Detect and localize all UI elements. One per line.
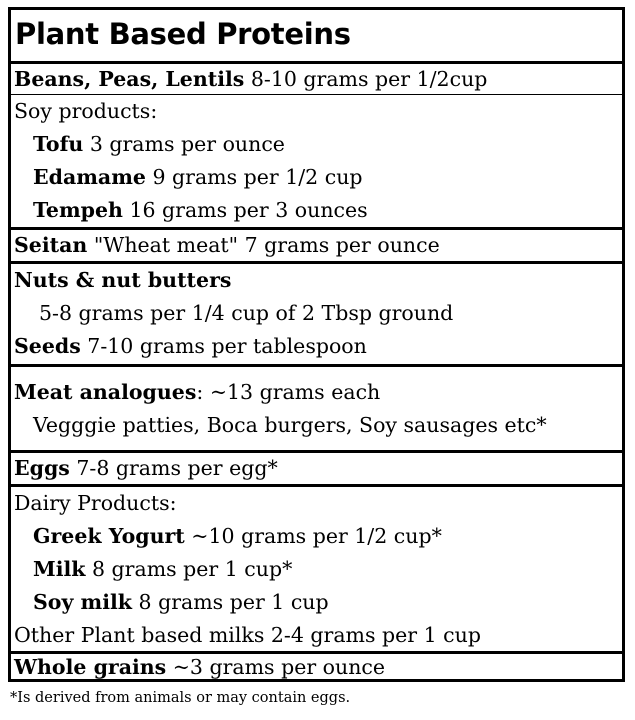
grains-row — [11, 651, 622, 679]
dairy-section — [11, 484, 622, 651]
edamame-line — [33, 165, 363, 189]
milk-detail: 8 grams per 1 cup* — [85, 557, 293, 581]
beans-row — [11, 61, 622, 94]
edamame-name: Edamame — [33, 165, 146, 189]
seitan-line — [14, 233, 440, 257]
nuts-heading — [14, 268, 231, 292]
milk-line — [33, 557, 292, 581]
soy-heading: Soy products: — [14, 99, 158, 123]
table-title: Plant Based Proteins — [15, 17, 351, 51]
eggs-row — [11, 450, 622, 484]
seeds-line — [14, 334, 367, 358]
yogurt-line — [33, 524, 442, 548]
nuts-detail: 5-8 grams per 1/4 cup of 2 Tbsp ground — [39, 301, 454, 325]
eggs-name: Eggs — [14, 456, 70, 480]
protein-table — [8, 7, 625, 682]
title-row — [11, 10, 622, 61]
nuts-section — [11, 261, 622, 364]
yogurt-detail: ~10 grams per 1/2 cup* — [184, 524, 442, 548]
soymilk-line — [33, 590, 329, 614]
tempeh-line — [33, 198, 368, 222]
tempeh-detail: 16 grams per 3 ounces — [122, 198, 368, 222]
soymilk-detail: 8 grams per 1 cup — [132, 590, 329, 614]
soymilk-name: Soy milk — [33, 590, 132, 614]
grains-detail: ~3 grams per ounce — [166, 655, 386, 679]
seitan-name: Seitan — [14, 233, 88, 257]
tofu-detail: 3 grams per ounce — [83, 132, 285, 156]
eggs-line — [14, 456, 278, 480]
tofu-line — [33, 132, 285, 156]
meat-detail: : ~13 grams each — [196, 380, 381, 404]
footnote: *Is derived from animals or may contain eggs. — [10, 690, 351, 706]
yogurt-name: Greek Yogurt — [33, 524, 185, 548]
meat-section — [11, 364, 622, 450]
soy-section — [11, 94, 622, 227]
nuts-name: Nuts & nut butters — [14, 268, 232, 292]
milk-name: Milk — [33, 557, 86, 581]
beans-line — [14, 67, 487, 91]
seitan-detail: "Wheat meat" 7 grams per ounce — [87, 233, 440, 257]
meat-name: Meat analogues — [14, 380, 197, 404]
seeds-name: Seeds — [14, 334, 81, 358]
beans-detail: 8-10 grams per 1/2cup — [244, 67, 488, 91]
beans-name: Beans, Peas, Lentils — [14, 67, 245, 91]
seeds-detail: 7-10 grams per tablespoon — [80, 334, 367, 358]
meat-line — [14, 380, 380, 404]
dairy-heading: Dairy Products: — [14, 491, 177, 515]
eggs-detail: 7-8 grams per egg* — [69, 456, 278, 480]
grains-name: Whole grains — [14, 655, 167, 679]
seitan-row — [11, 227, 622, 261]
other-milks-line: Other Plant based milks 2-4 grams per 1 cup — [14, 623, 481, 647]
grains-line — [14, 655, 385, 679]
tempeh-name: Tempeh — [33, 198, 123, 222]
tofu-name: Tofu — [33, 132, 84, 156]
edamame-detail: 9 grams per 1/2 cup — [145, 165, 363, 189]
meat-examples: Vegggie patties, Boca burgers, Soy sausages etc* — [33, 413, 547, 437]
